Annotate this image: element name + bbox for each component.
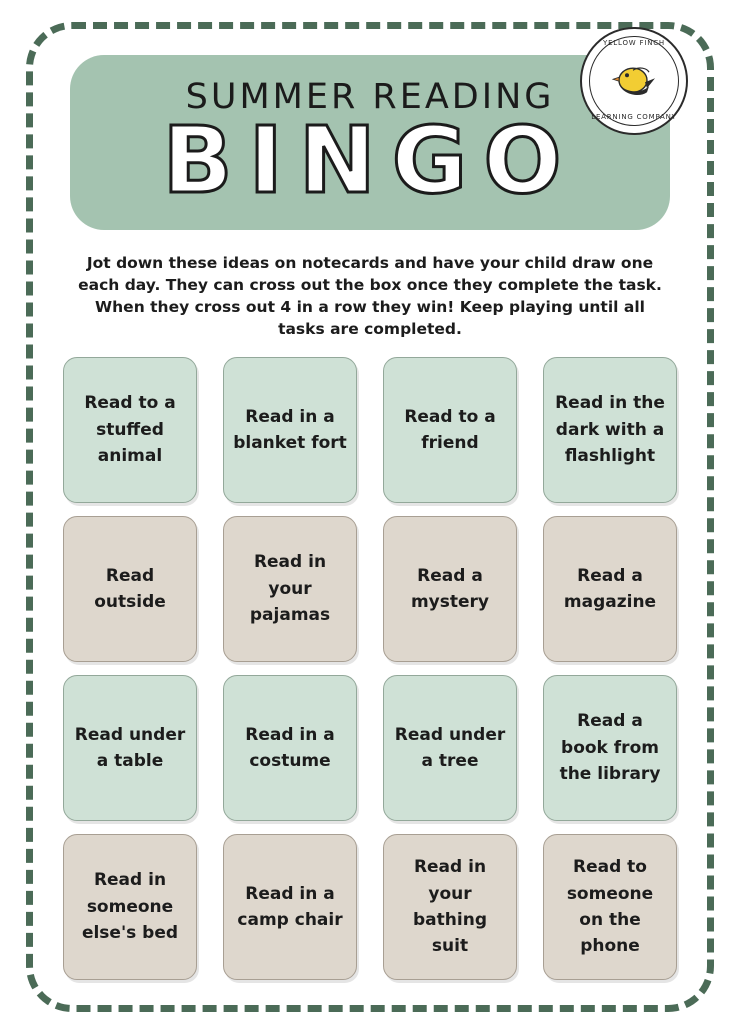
bingo-cell-label: Read a magazine	[563, 565, 657, 612]
bingo-wordmark: BINGO	[162, 107, 578, 214]
bingo-cell-label: Read a mystery	[410, 565, 490, 612]
bingo-cell-label: Read in a blanket fort	[233, 406, 347, 453]
page-title: SUMMER READING	[185, 77, 555, 117]
bingo-grid	[63, 357, 677, 980]
bingo-cell[interactable]	[543, 516, 677, 662]
bingo-cell-label: Read under a table	[74, 724, 186, 771]
bingo-cell-label: Read in someone else's bed	[81, 870, 179, 944]
bingo-cell[interactable]	[383, 357, 517, 503]
bingo-cell-label: Read in your bathing suit	[413, 857, 487, 957]
bingo-cell-label: Read to a friend	[404, 406, 496, 453]
bingo-cell-label: Read to someone on the phone	[566, 857, 654, 957]
title-banner	[70, 39, 677, 230]
logo-top-text: YELLOW FINCH	[603, 39, 665, 47]
bingo-cell-label: Read a book from the library	[559, 711, 661, 785]
bingo-cell-label: Read in a camp chair	[237, 883, 343, 930]
finch-bird-icon	[611, 60, 657, 100]
bingo-cell[interactable]	[223, 834, 357, 980]
bingo-cell[interactable]	[63, 675, 197, 821]
instructions-text: Jot down these ideas on notecards and have your child draw one each day. They can cross out the box once they complete the task. When they cross out 4 in a row they win! Keep playing until all tasks are completed.	[78, 254, 662, 338]
bingo-cell[interactable]	[543, 834, 677, 980]
bingo-cell[interactable]	[543, 357, 677, 503]
bingo-cell-label: Read in a costume	[245, 724, 335, 771]
bingo-cell-label: Read to a stuffed animal	[84, 393, 176, 467]
bingo-cell[interactable]	[63, 834, 197, 980]
bingo-cell[interactable]	[223, 675, 357, 821]
bingo-cell[interactable]	[383, 834, 517, 980]
bingo-cell-label: Read in the dark with a flashlight	[555, 393, 665, 467]
bingo-cell[interactable]	[383, 675, 517, 821]
bingo-cell[interactable]	[223, 516, 357, 662]
bingo-cell[interactable]	[223, 357, 357, 503]
logo-bottom-text: LEARNING COMPANY	[591, 113, 677, 121]
worksheet-content	[52, 39, 688, 992]
bingo-cell-label: Read in your pajamas	[249, 552, 331, 626]
brand-logo	[580, 27, 688, 135]
bingo-cell[interactable]	[63, 516, 197, 662]
bingo-cell-label: Read under a tree	[394, 724, 506, 771]
bingo-cell[interactable]	[383, 516, 517, 662]
bingo-cell[interactable]	[543, 675, 677, 821]
bingo-cell[interactable]	[63, 357, 197, 503]
bingo-cell-label: Read outside	[94, 565, 166, 612]
